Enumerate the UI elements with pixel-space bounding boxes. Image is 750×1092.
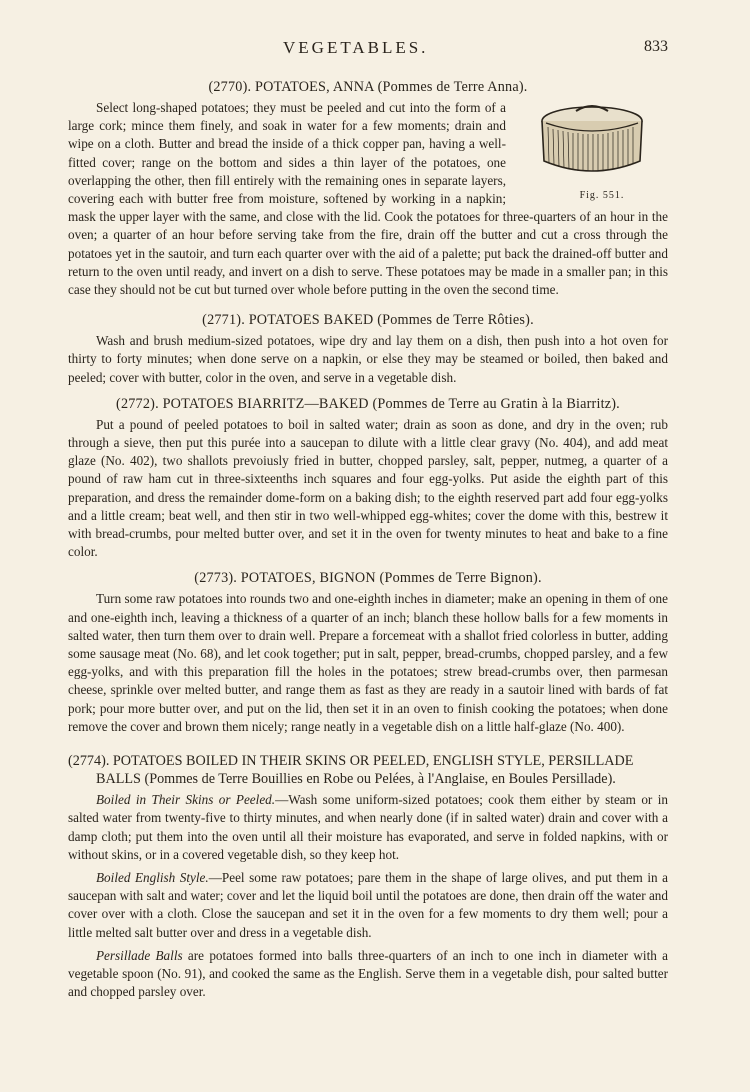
- figure-caption: Fig. 551.: [579, 190, 625, 201]
- recipe-2770: [68, 99, 668, 299]
- subheading-boiled-english: Boiled English Style.: [96, 869, 209, 885]
- text-persillade-balls: are potatoes formed into balls three-quarters of an inch to one inch in diameter with a vegetable spoon (No. 91), and cooked the same as the English. Serve them in a vegetable dish, pour salted butter and chopped parsley over.: [68, 947, 668, 1000]
- recipe-text-2774-boiled-english: [68, 869, 668, 942]
- text-boiled-english: —Peel some raw potatoes; pare them in the shape of large olives, and put them in a saucepan with salt and water; cover and let the liquid boil until the potatoes are done, then drain off the water and cover over with a cloth. Close the saucepan and set it in the oven for a few moments to dry them well; pour a little melted salt butter over and dress in a vegetable dish.: [68, 869, 668, 940]
- recipe-text-2774-boiled-in-skins: [68, 791, 668, 864]
- recipe-heading-2774: [68, 752, 668, 788]
- recipe-heading-2774-line1: (2774). POTATOES BOILED IN THEIR SKINS OR PEELED, ENGLISH STYLE, PERSILLADE: [68, 753, 634, 770]
- recipe-heading-2770: (2770). POTATOES, ANNA (Pommes de Terre Anna).: [208, 79, 528, 95]
- subheading-boiled-in-skins: Boiled in Their Skins or Peeled.: [96, 792, 276, 808]
- text-boiled-in-skins: —Wash some uniform-sized potatoes; cook them either by steam or in salted water from twenty-five to thirty minutes, and when nearly done (if in salted water) drain and cover with a damp cloth; put them into the oven until all their moisture has evaporated, and serve in folded napkins, with or without skins, or in a covered vegetable dish, so they keep hot.: [68, 792, 668, 862]
- subheading-persillade-balls: Persillade Balls: [96, 947, 183, 963]
- running-head: [0, 38, 750, 58]
- recipe-heading-2771: (2771). POTATOES BAKED (Pommes de Terre Rôties).: [202, 312, 534, 329]
- recipe-heading-2772: (2772). POTATOES BIARRITZ—BAKED (Pommes de Terre au Gratin à la Biarritz).: [116, 395, 620, 412]
- figure-551: [516, 101, 668, 201]
- recipe-text-2772: Put a pound of peeled potatoes to boil in salted water; drain as soon as done, and dry in the oven; rub through a sieve, then put this purée into a saucepan to dilute with a little clear gravy (No. 404), and add meat glaze (No. 402), two shallots prevoiusly fried in butter, chopped parsley, salt, pepper, nutmeg, a quarter of a pound of raw ham cut in three-sixteenths inch squares and four egg-yolks. Put aside the eighth part of this preparation, and dress the remainder dome-form on a baking dish; to the eighth reserved part add four egg-yolks and a little cream; beat well, and then stir in two well-whipped egg-whites; cover the dome with this, bestrew it with bread-crumbs, pour melted butter over, and set it in the oven for twenty minutes to heat and bake to a fine color.: [68, 416, 668, 560]
- recipe-text-2770: Select long-shaped potatoes; they must be peeled and cut into the form of a large cork; mince them finely, and soak in water for a few moments; drain and wipe on a cloth. Butter and bread the inside of a thick copper pan, having a well-fitted cover; range on the bottom and sides a thin layer of the potatoes, one overlapping the other, then fill entirely with the remaining ones in separate layers, covering each with butter free from moisture, softened by working in a napkin; mask the upper layer with the same, and close with the lid. Cook the potatoes for three-quarters of an hour in the oven; a quarter of an hour before serving take from the fire, drain off the butter and cut a cross through the potatoes yet in the sautoir, and turn each quarter over with the aid of a palette; put back the drained-off butter and return to the oven until ready, and invert on a dish to serve. These potatoes may be made in a smaller pan; in this case they should not be cut but turned over whole before putting in the oven the second time.: [68, 100, 668, 298]
- page-body: [68, 78, 668, 1001]
- recipe-text-2773: Turn some raw potatoes into rounds two and one-eighth inches in diameter; make an opening in them of one and one-eighth inch, leaving a thickness of a quarter of an inch; blanch these hollow balls for a few moments in salted water, then turn them over to drain well. Prepare a forcemeat with a shallot fried colorless in butter, adding some sausage meat (No. 68), and let cook together; put in salt, pepper, bread-crumbs, chopped parsley, and a few egg-yolks, and with this preparation fill the holes in the potatoes; strew bread-crumbs over, then parmesan cheese, sprinkle over melted butter, and range them as fast as they are ready in a sautoir lined with bards of fat pork; pour more butter over, and put on the lid, then set it in an oven to finish cooking the potatoes; when done remove the cover and brown them nicely; range neatly in a vegetable dish on a little half-glaze (No. 400).: [68, 591, 668, 734]
- recipe-text-2774-persillade: [68, 947, 668, 1002]
- recipe-heading-2774-line2: BALLS (Pommes de Terre Bouillies en Robe ou Pelées, à l'Anglaise, en Boules Persillade).: [96, 771, 616, 788]
- recipe-text-2771: Wash and brush medium-sized potatoes, wipe dry and lay them on a dish, then push into a hot oven for thirty to forty minutes; when done serve on a napkin, or else they may be steamed or boiled, then baked and peeled; cover with butter, color in the oven, and serve in a vegetable dish.: [68, 333, 668, 385]
- chapter-title: VEGETABLES.: [283, 38, 429, 57]
- page-number: 833: [644, 38, 668, 55]
- recipe-heading-2773: (2773). POTATOES, BIGNON (Pommes de Terre Bignon).: [194, 570, 542, 587]
- copper-pan-illustration: [536, 101, 648, 183]
